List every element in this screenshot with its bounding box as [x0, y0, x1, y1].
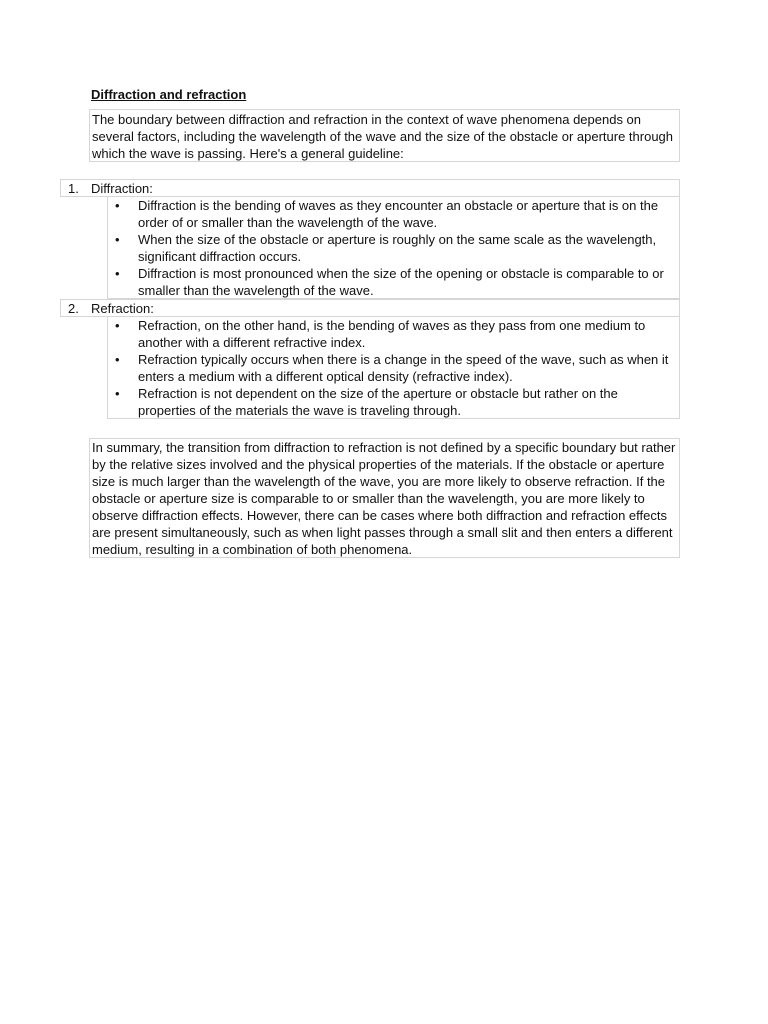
bullet-item: [108, 385, 679, 419]
bullet-icon: •: [115, 266, 120, 281]
list-label: Refraction:: [91, 301, 154, 316]
bullet-item: [108, 265, 679, 299]
bullet-text: Refraction typically occurs when there is a change in the speed of the wave, such as when it enters a medium with a different optical density (refractive index).: [138, 352, 669, 384]
bullet-text: Diffraction is most pronounced when the size of the opening or obstacle is comparable to or smaller than the wavelength of the wave.: [138, 266, 664, 298]
bullet-item: [108, 351, 679, 385]
bullet-text: Diffraction is the bending of waves as they encounter an obstacle or aperture that is on the order of or smaller than the wavelength of the wave.: [138, 198, 659, 230]
bullet-item: [108, 317, 679, 351]
bullet-icon: •: [115, 352, 120, 367]
bullet-icon: •: [115, 386, 120, 401]
list-number: 1.: [68, 181, 79, 196]
numbered-item-diffraction: [60, 179, 680, 197]
bullet-text: Refraction is not dependent on the size of the aperture or obstacle but rather on the properties of the materials the wave is traveling through.: [138, 386, 618, 418]
bullet-icon: •: [115, 198, 120, 213]
document-title: Diffraction and refraction: [91, 87, 247, 102]
list-number: 2.: [68, 301, 79, 316]
bullet-list-refraction: [107, 316, 680, 419]
bullet-item: [108, 231, 679, 265]
bullet-text: When the size of the obstacle or aperture is roughly on the same scale as the wavelength, significant diffraction occurs.: [138, 232, 657, 264]
intro-paragraph: The boundary between diffraction and refraction in the context of wave phenomena depends on several factors, including the wavelength of the wave and the size of the obstacle or aperture through which the wave is passing. Here's a general guideline:: [89, 109, 680, 162]
bullet-item: [108, 197, 679, 231]
summary-paragraph: In summary, the transition from diffraction to refraction is not defined by a specific boundary but rather by the relative sizes involved and the physical properties of the materials. If the obstacle or aperture size is much larger than the wavelength of the wave, you are more likely to observe refraction. If the obstacle or aperture size is comparable to or smaller than the wavelength, you are more likely to observe diffraction effects. However, there can be cases where both diffraction and refraction effects are present simultaneously, such as when light passes through a small slit and then enters a different medium, resulting in a combination of both phenomena.: [89, 438, 680, 558]
list-label: Diffraction:: [91, 181, 153, 196]
bullet-icon: •: [115, 318, 120, 333]
numbered-item-refraction: [60, 299, 680, 317]
bullet-list-diffraction: [107, 196, 680, 299]
bullet-text: Refraction, on the other hand, is the bending of waves as they pass from one medium to another with a different refractive index.: [138, 318, 646, 350]
bullet-icon: •: [115, 232, 120, 247]
